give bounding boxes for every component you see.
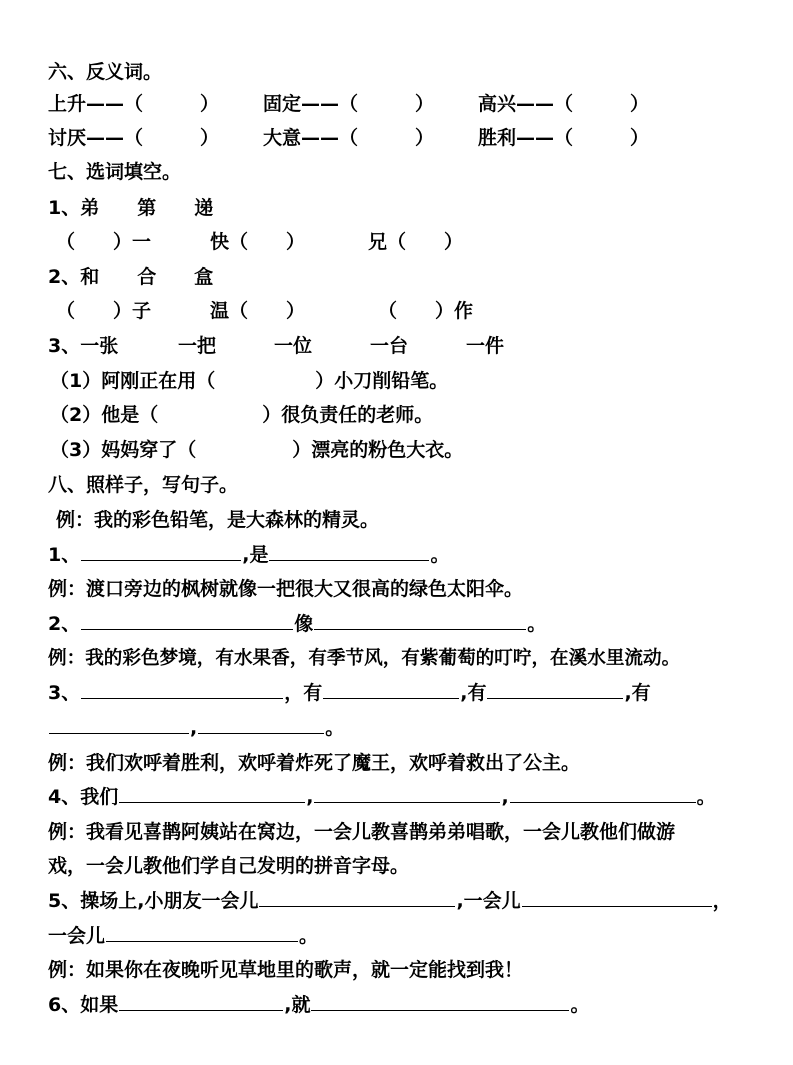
measure-word: 一位 (274, 335, 313, 357)
answer-line[interactable] (510, 780, 696, 803)
q-text: 。 (325, 717, 345, 739)
sentence-text: （2）他是（ (50, 404, 159, 426)
answer-line[interactable] (259, 884, 455, 907)
fill-sentence-1 (50, 364, 448, 398)
measure-word: 一台 (370, 335, 409, 357)
q-text: 1、 (48, 544, 81, 566)
question-5-cont (48, 919, 318, 953)
answer-line[interactable] (119, 988, 283, 1011)
q-text: 2、 (48, 613, 81, 635)
fill-item: （ ）作 (378, 300, 474, 322)
question-4 (48, 780, 716, 814)
example-3: 例：我的彩色梦境，有水果香，有季节风，有紫葡萄的叮咛，在溪水里流动。 (48, 648, 681, 669)
q-text: 4、我们 (48, 786, 119, 808)
sentence-text: （3）妈妈穿了（ (50, 439, 197, 461)
measure-word: 一件 (466, 335, 505, 357)
example-2: 例：渡口旁边的枫树就像一把很大又很高的绿色太阳伞。 (48, 578, 524, 600)
q-text: 3、 (48, 682, 81, 704)
fill-item: （ ）子 (56, 300, 152, 322)
q-text: 。 (696, 786, 716, 808)
answer-line[interactable] (487, 676, 623, 699)
sentence-text: ）小刀削铅笔。 (315, 370, 449, 392)
answer-line[interactable] (323, 676, 459, 699)
q-text: ,是 (242, 544, 269, 566)
fill-item: 快（ ） (210, 231, 306, 253)
answer-line[interactable] (314, 607, 526, 630)
question-5 (48, 884, 748, 918)
answer-line[interactable] (311, 988, 569, 1011)
answer-line[interactable] (106, 919, 298, 942)
q-text: ,有 (460, 682, 487, 704)
antonym-item: 高兴——（ ） (478, 93, 650, 115)
answer-line[interactable] (119, 780, 305, 803)
section-6-title: 六、反义词。 (48, 61, 163, 83)
answer-line[interactable] (49, 711, 189, 734)
question-2 (48, 607, 546, 641)
sentence-text: （1）阿刚正在用（ (50, 370, 216, 392)
q-text: 。 (527, 613, 547, 635)
antonym-item: 固定——（ ） (263, 93, 435, 115)
example-5-line-2: 戏，一会儿教他们学自己发明的拼音字母。 (48, 855, 410, 877)
sentence-text: ）很负责任的老师。 (262, 404, 434, 426)
antonym-item: 胜利——（ ） (478, 127, 650, 149)
question-6 (48, 988, 589, 1022)
q-text: 5、操场上,小朋友一会儿 (48, 890, 259, 912)
q-text: , (190, 717, 198, 739)
answer-line[interactable] (81, 607, 293, 630)
q-text: ， (712, 890, 732, 912)
word-group-1: 1、弟 第 递 (48, 197, 214, 219)
antonym-row-1 (48, 87, 748, 121)
fill-item: （ ）一 (56, 231, 152, 253)
q-text: 。 (430, 544, 450, 566)
fill-item: 兄（ ） (368, 231, 464, 253)
answer-line[interactable] (314, 780, 500, 803)
q-text: 一会儿 (48, 925, 106, 947)
q-text: 6、如果 (48, 994, 119, 1016)
answer-line[interactable] (81, 676, 283, 699)
antonym-item: 讨厌——（ ） (48, 127, 220, 149)
word-group-3 (48, 329, 608, 363)
antonym-row-2 (48, 121, 748, 155)
q-text: 。 (299, 925, 319, 947)
section-7-title: 七、选词填空。 (48, 161, 182, 183)
q-text: , (306, 786, 314, 808)
q-text: ,就 (284, 994, 311, 1016)
answer-line[interactable] (81, 538, 241, 561)
example-4: 例：我们欢呼着胜利，欢呼着炸死了魔王，欢呼着救出了公主。 (48, 752, 581, 774)
answer-line[interactable] (522, 884, 712, 907)
q-text: 。 (570, 994, 590, 1016)
example-5-line-1: 例：我看见喜鹊阿姨站在窝边，一会儿教喜鹊弟弟唱歌，一会儿教他们做游 (48, 821, 676, 843)
measure-word: 一把 (178, 335, 217, 357)
q-text: ,有 (624, 682, 651, 704)
example-6: 例：如果你在夜晚听见草地里的歌声，就一定能找到我！ (48, 959, 524, 981)
antonym-item: 上升——（ ） (48, 93, 220, 115)
q-text: ，有 (284, 682, 323, 704)
question-3 (48, 676, 651, 710)
fill-row-2 (48, 294, 548, 328)
antonym-item: 大意——（ ） (263, 127, 435, 149)
question-3-cont (48, 711, 344, 745)
fill-sentence-3 (50, 433, 463, 467)
q-text: , (501, 786, 509, 808)
fill-row-1 (48, 225, 548, 259)
question-1 (48, 538, 449, 572)
fill-sentence-2 (50, 398, 433, 432)
answer-line[interactable] (269, 538, 429, 561)
q-text: ,一会儿 (456, 890, 521, 912)
section-8-title: 八、照样子，写句子。 (48, 474, 239, 496)
example-1: 例：我的彩色铅笔，是大森林的精灵。 (56, 509, 380, 531)
sentence-text: ）漂亮的粉色大衣。 (292, 439, 464, 461)
fill-item: 温（ ） (210, 300, 306, 322)
measure-word: 3、一张 (48, 335, 119, 357)
q-text: 像 (294, 613, 314, 635)
word-group-2: 2、和 合 盒 (48, 266, 214, 288)
answer-line[interactable] (198, 711, 324, 734)
